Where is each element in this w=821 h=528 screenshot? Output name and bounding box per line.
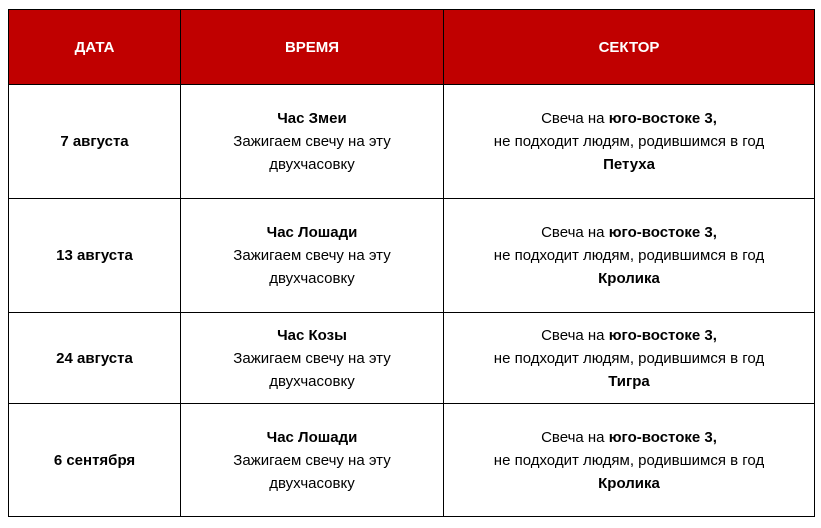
date-cell: 6 сентября [9, 404, 181, 517]
time-text: двухчасовку [269, 156, 355, 173]
table-row [9, 313, 815, 404]
sector-direction: юго-востоке 3, [608, 224, 717, 241]
time-cell [181, 313, 444, 404]
time-text: двухчасовку [269, 270, 355, 287]
header-row [9, 10, 815, 85]
sector-direction: юго-востоке 3, [608, 110, 717, 127]
sector-animal: Петуха [603, 156, 655, 173]
sector-animal: Тигра [608, 372, 650, 390]
time-text: Зажигаем свечу на эту [233, 133, 391, 150]
time-text: Зажигаем свечу на эту [233, 349, 391, 367]
time-text: двухчасовку [269, 372, 355, 390]
hour-name: Час Змеи [277, 110, 347, 127]
sector-cell [444, 404, 815, 517]
sector-animal: Кролика [598, 474, 660, 492]
hour-name: Час Козы [277, 326, 347, 344]
table-row [9, 199, 815, 313]
date-cell: 7 августа [9, 85, 181, 199]
date-cell: 13 августа [9, 199, 181, 313]
time-text: Зажигаем свечу на эту [233, 451, 391, 469]
header-sector: СЕКТОР [444, 10, 815, 85]
sector-animal: Кролика [598, 270, 660, 287]
sector-prefix: Свеча на [541, 110, 609, 127]
time-text: двухчасовку [269, 474, 355, 492]
sector-prefix: Свеча на [541, 224, 609, 241]
time-cell [181, 85, 444, 199]
hour-name: Час Лошади [266, 224, 358, 241]
table-row [9, 85, 815, 199]
sector-prefix: Свеча на [541, 326, 609, 344]
sector-cell [444, 313, 815, 404]
sector-note: не подходит людям, родившимся в год [493, 247, 765, 264]
sector-note: не подходит людям, родившимся в год [493, 349, 765, 367]
sector-direction: юго-востоке 3, [608, 326, 717, 344]
sector-direction: юго-востоке 3, [608, 428, 717, 446]
date-cell: 24 августа [9, 313, 181, 404]
time-cell [181, 404, 444, 517]
schedule-table [8, 9, 815, 517]
hour-name: Час Лошади [266, 428, 358, 446]
time-cell [181, 199, 444, 313]
sector-note: не подходит людям, родившимся в год [493, 133, 765, 150]
header-date: ДАТА [9, 10, 181, 85]
table-row [9, 404, 815, 517]
sector-note: не подходит людям, родившимся в год [493, 451, 765, 469]
sector-prefix: Свеча на [541, 428, 609, 446]
sector-cell [444, 199, 815, 313]
time-text: Зажигаем свечу на эту [233, 247, 391, 264]
sector-cell [444, 85, 815, 199]
header-time: ВРЕМЯ [181, 10, 444, 85]
